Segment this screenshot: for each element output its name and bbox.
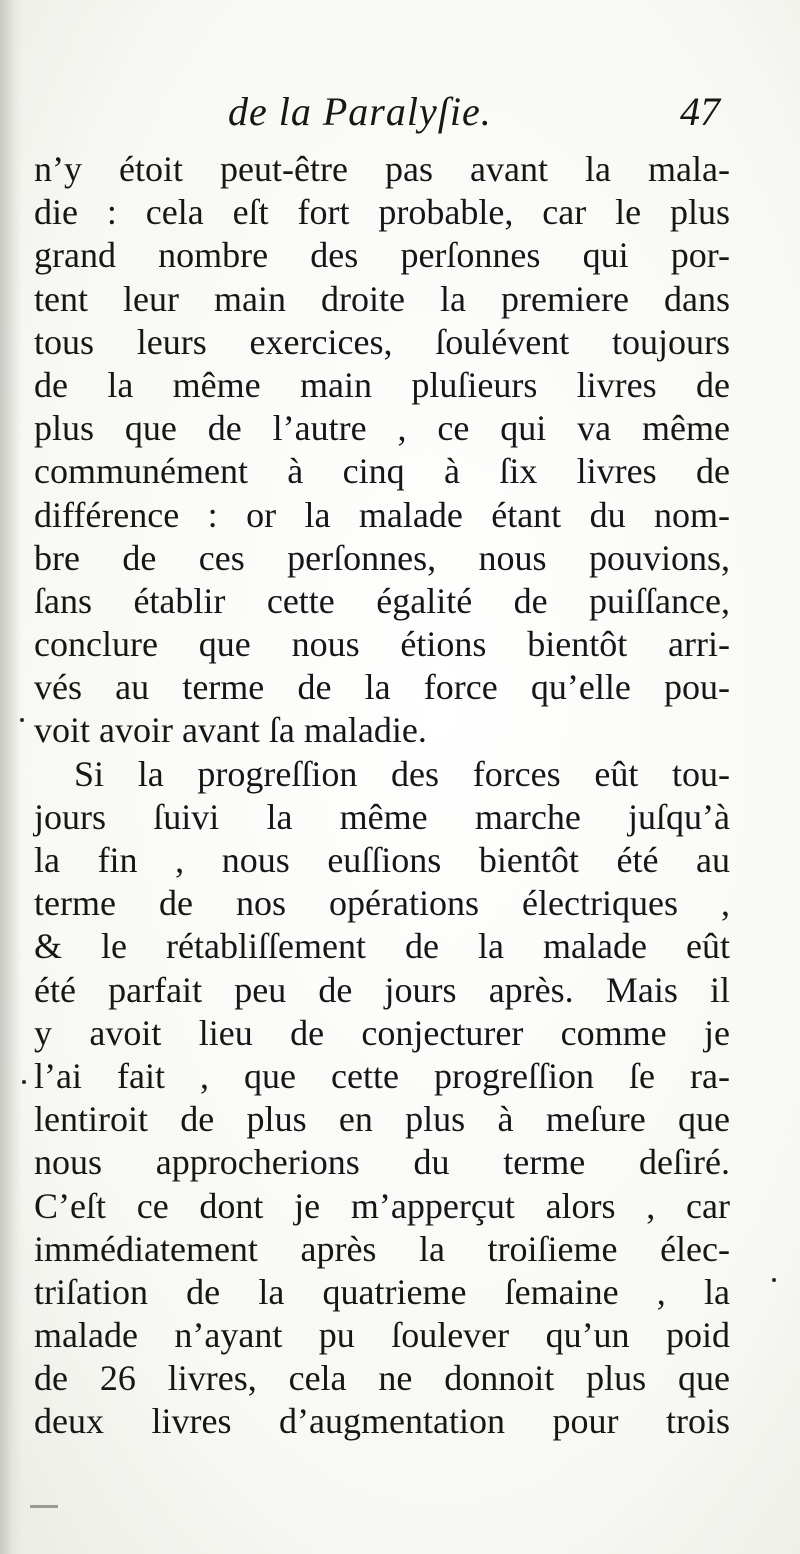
text-line: été parfait peu de jours après. Mais il [34, 969, 730, 1010]
running-title: de la Paralyſie. [228, 89, 492, 134]
text-line: lentiroit de plus en plus à meſure que [34, 1099, 730, 1140]
text-line: vés au terme de la force qu’elle pou- [34, 667, 730, 708]
text-line: die : cela eſt fort probable, car le plus [34, 192, 730, 233]
text-line: la fin , nous euſſions bientôt été au [34, 840, 730, 880]
text-line: bre de ces perſonnes, nous pouvions, [34, 537, 730, 578]
text-line: triſation de la quatrieme ſemaine , la [34, 1271, 730, 1312]
text-line: plus que de l’autre , ce qui va même [34, 408, 730, 449]
ink-speck [20, 718, 24, 722]
ink-speck [772, 1278, 776, 1282]
paragraph-start-line: Si la progreſſion des forces eût tou- [74, 753, 730, 794]
text-line: n’y étoit peut-être pas avant la mala- [34, 149, 730, 189]
text-line: y avoit lieu de conjecturer comme je [34, 1012, 730, 1053]
text-line: conclure que nous étions bientôt arri- [34, 624, 730, 665]
paragraph-end-line: voit avoir avant ſa maladie. [34, 710, 427, 751]
text-line: grand nombre des perſonnes qui por- [34, 235, 730, 276]
text-line: deux livres d’augmentation pour trois [34, 1401, 730, 1442]
page-number: 47 [680, 89, 720, 134]
text-line: tent leur main droite la premiere dans [34, 278, 730, 319]
text-line: différence : or la malade étant du nom- [34, 494, 730, 535]
text-line: de la même main pluſieurs livres de [34, 364, 730, 405]
text-line: malade n’ayant pu ſoulever qu’un poid [34, 1315, 730, 1356]
ink-speck [22, 1080, 26, 1084]
text-line: ſans établir cette égalité de puiſſance, [34, 580, 730, 621]
text-line: immédiatement après la troiſieme élec- [34, 1228, 730, 1269]
text-line: tous leurs exercices, ſoulévent toujours [34, 321, 730, 362]
text-line: & le rétabliſſement de la malade eût [34, 926, 730, 967]
text-line: nous approcherions du terme deſiré. [34, 1142, 730, 1183]
text-line: communément à cinq à ſix livres de [34, 451, 730, 492]
binding-shadow [0, 0, 22, 1554]
page-header [0, 84, 800, 144]
text-line: C’eſt ce dont je m’apperçut alors , car [34, 1185, 730, 1226]
bleed-through-mark [30, 1505, 58, 1508]
text-line: l’ai fait , que cette progreſſion ſe ra- [34, 1055, 730, 1096]
text-line: terme de nos opérations électriques , [34, 883, 730, 924]
text-line: de 26 livres, cela ne donnoit plus que [34, 1358, 730, 1399]
body-text [34, 148, 730, 1444]
text-line: jours ſuivi la même marche juſqu’à [34, 796, 730, 837]
